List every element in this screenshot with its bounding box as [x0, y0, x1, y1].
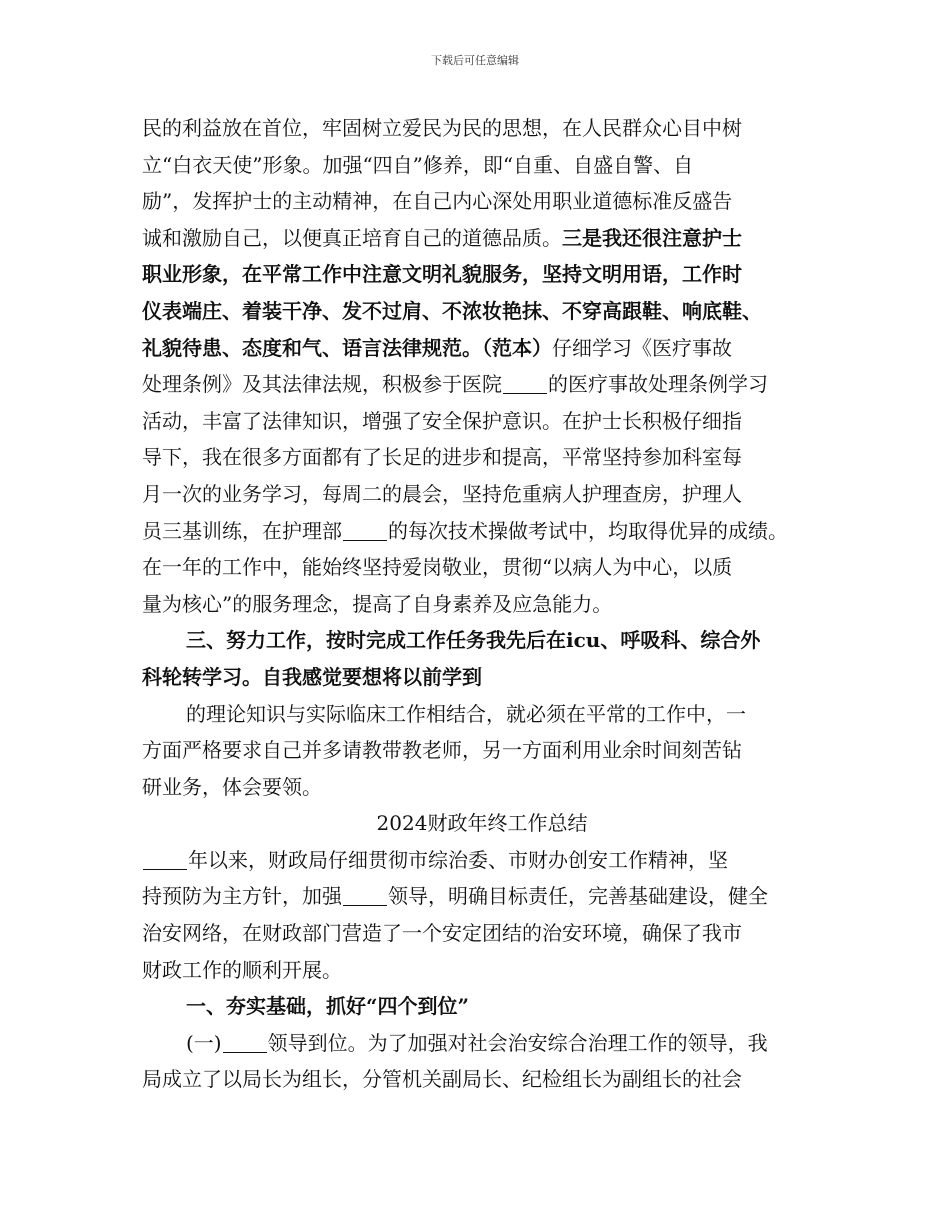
text-line: 月一次的业务学习，每周二的晨会，坚持危重病人护理查房，护理人	[142, 481, 742, 506]
text-line: 在一年的工作中，能始终坚持爱岗敬业，贯彻“以病人为中心，以质	[142, 555, 733, 580]
bold-text-line: 职业形象，在平常工作中注意文明礼貌服务，坚持文明用语，工作时	[142, 262, 742, 287]
text-line: 活动，丰富了法律知识，增强了安全保护意识。在护士长积极仔细指	[142, 408, 742, 433]
blank-underline	[343, 519, 387, 541]
text-line: 的理论知识与实际临床工作相结合，就必须在平常的工作中，一	[186, 701, 746, 726]
text-line	[142, 878, 822, 915]
text-span: 员三基训练，在护理部	[142, 518, 342, 543]
text-line: 方面严格要求自己并多请教带教老师，另一方面利用业余时间刻苦钻	[142, 738, 742, 763]
blank-underline	[143, 848, 187, 870]
text-line: 立“白衣天使”形象。加强“四自”修养，即“自重、自盛自警、自	[142, 152, 694, 177]
text-line: 量为核心”的服务理念，提高了自身素养及应急能力。	[142, 591, 613, 616]
text-span: 的医疗事故处理条例学习	[548, 372, 768, 397]
bold-text-span: 礼貌待患、态度和气、语言法律规范。（范本）	[142, 335, 552, 360]
bold-text-line: 科轮转学习。自我感觉要想将以前学到	[142, 664, 482, 689]
text-line	[142, 1025, 822, 1062]
bold-text-line: 仪表端庄、着装干净、发不过肩、不浓妆艳抹、不穿高跟鞋、响底鞋、	[142, 298, 762, 323]
paragraph-clinical-practice	[142, 696, 822, 806]
text-span: 诚和激励自己，以便真正培育自己的道德品质。	[142, 225, 562, 250]
blank-underline	[223, 1031, 267, 1053]
document-body	[142, 110, 822, 1098]
bold-text-span: 三是我还很注意护士	[562, 225, 742, 250]
text-span: 持预防为主方针，加强	[142, 884, 342, 909]
text-line: 局成立了以局长为组长，分管机关副局长、纪检组长为副组长的社会	[142, 1067, 742, 1092]
bold-text-line: 三、努力工作，按时完成工作任务我先后在icu、呼吸科、综合外	[186, 628, 761, 653]
document-title: 2024财政年终工作总结	[376, 811, 588, 836]
page-header: 下载后可任意编辑	[431, 54, 519, 67]
text-line: 研业务，体会要领。	[142, 774, 322, 799]
text-line: 财政工作的顺利开展。	[142, 957, 342, 982]
text-line: 治安网络，在财政部门营造了一个安定团结的治安环境，确保了我市	[142, 921, 742, 946]
paragraph-leadership	[142, 1025, 822, 1098]
text-line	[142, 330, 822, 367]
text-line: 民的利益放在首位，牢固树立爱民为民的思想，在人民群众心目中树	[142, 116, 742, 140]
paragraph-finance-intro	[142, 842, 822, 988]
text-span: 领导，明确目标责任，完善基础建设，健全	[388, 884, 768, 909]
text-line	[142, 842, 822, 879]
text-line: 导下，我在很多方面都有了长足的进步和提高，平常坚持参加科室每	[142, 445, 742, 470]
section-heading: 一、夯实基础，抓好“四个到位”	[186, 994, 470, 1019]
text-span: 仔细学习《医疗事故	[552, 335, 732, 360]
text-line	[142, 366, 822, 403]
text-span: 领导到位。为了加强对社会治安综合治理工作的领导，我	[267, 1030, 768, 1055]
blank-underline	[503, 372, 547, 394]
text-span: 年以来，财政局仔细贯彻市综治委、市财办创安工作精神，坚	[188, 847, 728, 872]
text-span: (一)	[186, 1030, 222, 1055]
paragraph-nursing-ethics	[142, 110, 822, 622]
heading-section-three	[142, 622, 822, 695]
text-line	[142, 220, 822, 257]
text-line	[142, 513, 822, 550]
blank-underline	[343, 884, 387, 906]
text-span: 处理条例》及其法律法规，积极参于医院	[142, 372, 502, 397]
text-line: 励”，发挥护士的主动精神，在自己内心深处用职业道德标准反盛告	[142, 189, 733, 214]
text-span: 的每次技术操做考试中，均取得优异的成绩。	[388, 518, 788, 543]
